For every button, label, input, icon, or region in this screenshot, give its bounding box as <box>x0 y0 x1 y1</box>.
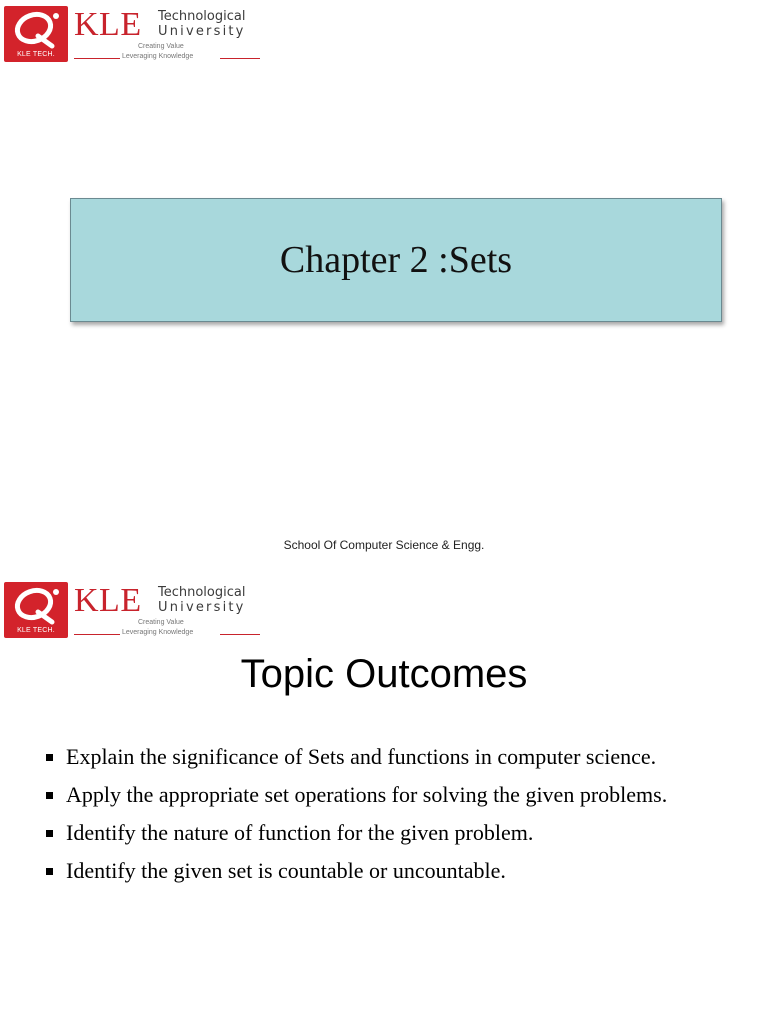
list-item <box>46 780 722 810</box>
logo-line-technological: Technological <box>158 9 246 24</box>
logo-tagline-2: Leveraging Knowledge <box>122 53 194 60</box>
university-logo <box>4 580 266 640</box>
outcome-text: Explain the significance of Sets and functions in computer science. <box>66 744 657 769</box>
slide-topic-outcomes <box>0 576 768 1024</box>
list-item <box>46 742 722 772</box>
square-bullet-icon <box>46 830 53 837</box>
square-bullet-icon <box>46 754 53 761</box>
list-item <box>46 856 722 886</box>
topic-outcomes-title: Topic Outcomes <box>240 652 528 696</box>
logo-line-university: University <box>158 600 246 615</box>
logo-badge-text: KLE TECH. <box>17 627 55 634</box>
logo-badge <box>4 6 68 62</box>
outcome-text: Identify the nature of function for the given problem. <box>66 820 534 845</box>
logo-tagline-1: Creating Value <box>138 619 184 626</box>
square-bullet-icon <box>46 868 53 875</box>
outcome-text: Identify the given set is countable or uncountable. <box>66 858 506 883</box>
square-bullet-icon <box>46 792 53 799</box>
university-logo <box>4 4 266 64</box>
chapter-title: Chapter 2 :Sets <box>279 239 513 281</box>
logo-badge-text: KLE TECH. <box>17 51 55 58</box>
logo-emblem-icon <box>4 6 68 52</box>
logo-rule-left <box>74 58 120 59</box>
logo-rule-right <box>220 634 260 635</box>
logo-line-university: University <box>158 24 246 39</box>
chapter-title-box <box>70 198 722 322</box>
school-footer: School Of Computer Science & Engg. <box>283 538 485 552</box>
list-item <box>46 818 722 848</box>
logo-tagline-1: Creating Value <box>138 43 184 50</box>
outcome-text: Apply the appropriate set operations for solving the given problems. <box>66 782 668 807</box>
logo-line-technological: Technological <box>158 585 246 600</box>
logo-tagline-2: Leveraging Knowledge <box>122 629 194 636</box>
logo-badge <box>4 582 68 638</box>
logo-rule-right <box>220 58 260 59</box>
outcomes-list <box>46 742 722 894</box>
logo-emblem-icon <box>4 582 68 628</box>
logo-brand: KLE <box>74 582 142 619</box>
logo-rule-left <box>74 634 120 635</box>
logo-brand: KLE <box>74 6 142 43</box>
